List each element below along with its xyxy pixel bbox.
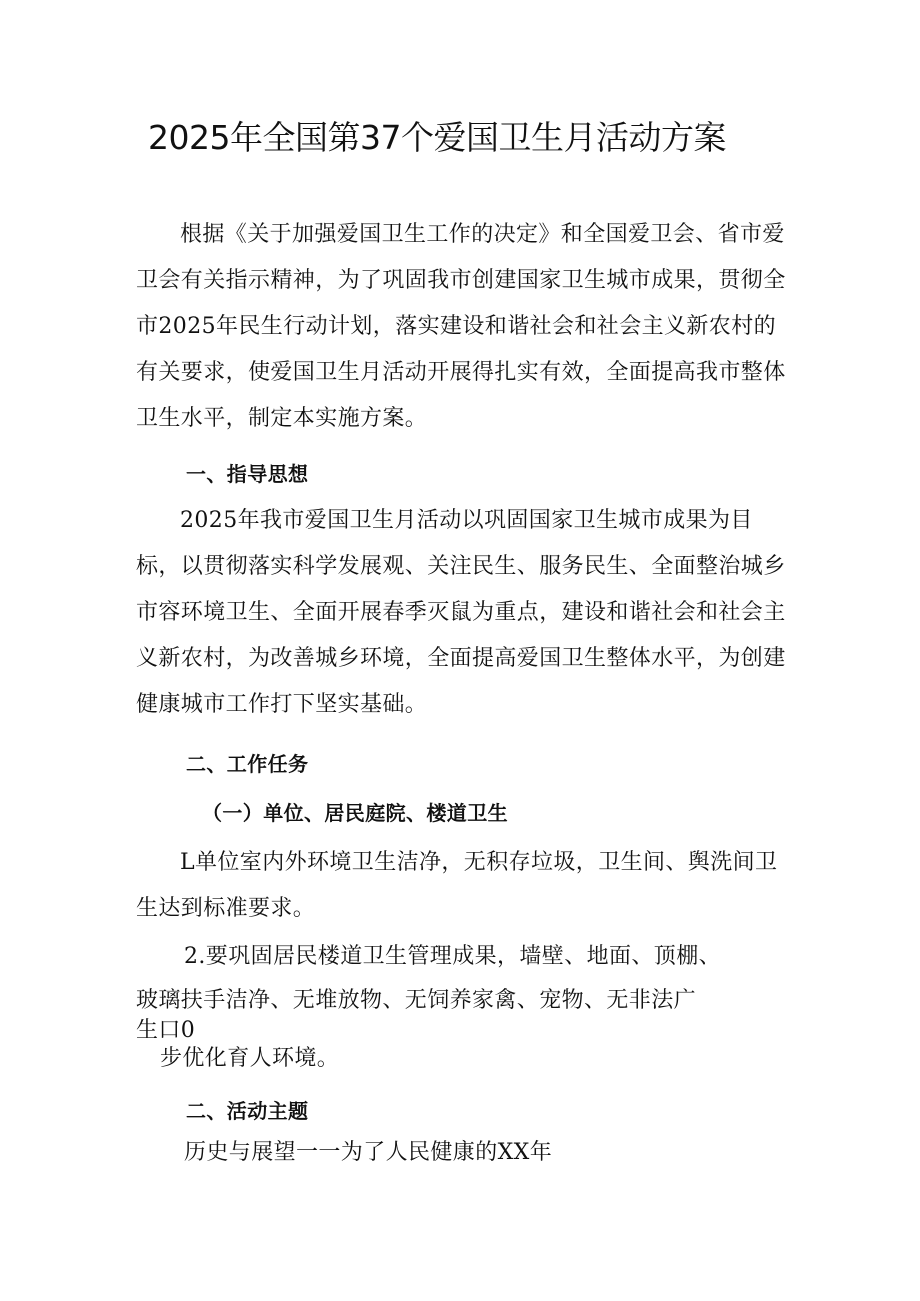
section-heading-work-tasks: 二、工作任务 <box>186 752 309 776</box>
task-item-2-line-1: 2.要巩固居民楼道卫生管理成果，墙壁、地面、顶棚、 <box>184 944 721 969</box>
task-item-2-line-2: 玻璃扶手洁净、无堆放物、无饲养家禽、宠物、无非法广 <box>136 988 697 1013</box>
task-item-1: L单位室内外环境卫生洁净，无积存垃圾，卫生间、舆洗间卫生达到标准要求。 <box>136 850 778 921</box>
section-heading-guiding-ideology: 一、指导思想 <box>186 462 309 486</box>
task-item-2-line-4: 步优化育人环境。 <box>160 1046 340 1071</box>
activity-theme-text: 历史与展望一一为了人民健康的XX年 <box>184 1140 553 1165</box>
document-title: 2025年全国第37个爱国卫生月活动方案 <box>148 118 726 157</box>
intro-paragraph: 根据《关于加强爱国卫生工作的决定》和全国爱卫会、省市爱卫会有关指示精神，为了巩固我市创建国家卫生城市成果，贯彻全市2025年民生行动计划，落实建设和谐社会和社会主义新农村的有关要求，使爱国卫生月活动开展得扎实有效，全面提高我市整体卫生水平，制定本实施方案。 <box>136 222 786 431</box>
section-heading-activity-theme: 二、活动主题 <box>186 1099 309 1123</box>
subsection-heading-units-courtyards: （一）单位、居民庭院、楼道卫生 <box>202 801 508 825</box>
task-item-2-line-3: 生口0 <box>136 1018 196 1043</box>
guiding-ideology-paragraph: 2025年我市爱国卫生月活动以巩固国家卫生城市成果为目标，以贯彻落实科学发展观、关注民生、服务民生、全面整治城乡市容环境卫生、全面开展春季灭鼠为重点，建设和谐社会和社会主义新农村，为改善城乡环境，全面提高爱国卫生整体水平，为创建健康城市工作打下坚实基础。 <box>136 508 786 717</box>
